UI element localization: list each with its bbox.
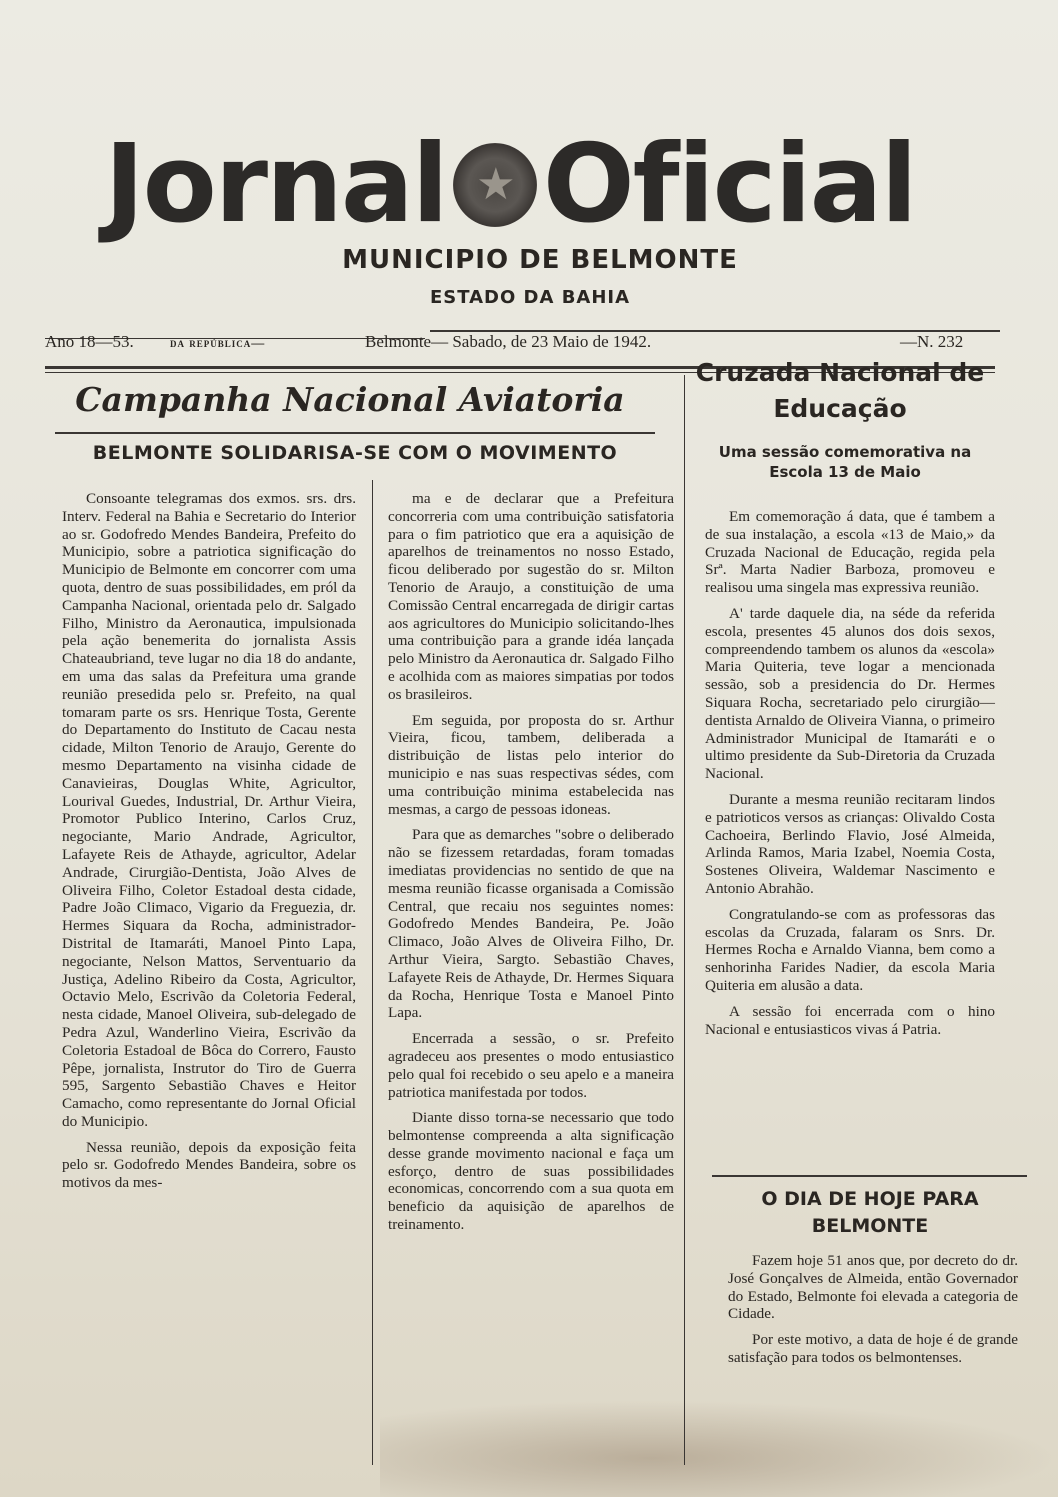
- right-paragraph: Congratulando-se com as professoras das escolas da Cruzada, falaram os Snrs. Dr. Hermes Rocha e Arnaldo Vianna, bem como a senhorinha Farides Nadier, da escola Maria Quiteria em alusão a data.: [705, 905, 995, 994]
- left-col2-paragraph: Para que as demarches "sobre o deliberado não se fizessem retardadas, foram tomadas imediatas providencias no sentido de que na mesma reunião ficasse organisada a Comissão Central, que recaiu nos seguintes nomes: Godofredo Mendes Bandeira, Pe. João Climaco, João Alves de Oliveira Filho, Dr. Arthur Vieira, Sargto. Sebastião Chaves, Lafayete Reis de Athayde, Dr. Hermes Siquara da Rocha, Henrique Tosta e Manoel Pinto Lapa.: [388, 826, 674, 1022]
- right-headline-line2: Educação: [773, 394, 907, 423]
- column-divider-1: [372, 480, 373, 1465]
- year-label: Ano 18—53.: [45, 332, 134, 351]
- column-divider-2: [684, 375, 685, 1465]
- masthead-title-right: Oficial: [542, 122, 916, 247]
- right-headline: [680, 355, 1000, 427]
- left-col2-paragraph: ma e de declarar que a Prefeitura concorreria com uma contribuição satisfatoria para o fim patriotico que era a aquisição de aparelhos de treinamentos no nosso Estado, ficou deliberado por sugestão do sr. Milton Tenorio de Araujo, a constituição de uma Comissão Central encarregada de dirigir cartas aos agricultores do Municipio solicitando-lhes uma contribuição para a grande idéa lançada pelo Ministro da Aeronautica dr. Salgado Filho e acolhida com as maiores simpatias por todos os brasileiros.: [388, 490, 674, 703]
- coat-of-arms-icon: [453, 143, 537, 227]
- issue-number: —N. 232: [900, 332, 964, 351]
- second-right-paragraph: Fazem hoje 51 anos que, por decreto do dr. José Gonçalves de Almeida, então Governador do Estado, Belmonte foi elevada a categoria de Cidade.: [728, 1252, 1018, 1323]
- republic-label: da república—: [170, 335, 266, 350]
- left-col1-paragraph: Consoante telegramas dos exmos. srs. drs. Interv. Federal na Bahia e Secretario do Interior ao sr. Godofredo Mendes Bandeira, Prefeito do Municipio, sobre a patriotica significação do Municipio de Belmonte em concorrer com uma quota, dentro de suas possibilidades, em pról da Campanha Nacional, orientada pelo dr. Salgado Filho, Ministro da Aeronautica, impulsionada pela ação benemerita do jornalista Assis Chateaubriand, teve lugar no dia 18 do andante, em uma das salas da Prefeitura uma grande reunião presedida pelo sr. Prefeito, na qual tomaram parte os srs. Henrique Tosta, Gerente do Departamento do Instituto de Cacau nesta cidade, Milton Tenorio de Araujo, Gerente do mesmo Departamento na visinha cidade de Canavieiras, Douglas White, Agricultor, Lourival Guedes, Industrial, Dr. Arthur Vieira, Promotor Publico Interino, Carlos Cruz, negociante, Mario Andrade, Agricultor, Lafayete Reis de Athayde, agricultor, Adelar Andrade, Cirurgião-Dentista, João Alves de Oliveira Filho, Coletor Estadoal desta cidade, Padre João Climaco, Vigario da Freguezia, dr. Hermes Siquara da Rocha, administrador-Distrital de Itamaráti, Manoel Pinto Lapa, negociante, Nelson Mattos, Serventuario da Justiça, Adelino Ribeiro da Costa, Agricultor, Octavio Melo, Escrivão da Coletoria Federal, nesta cidade, Manoel Oliveira, sub-delegado de Pedra Azul, Wanderlino Vieira, Escrivão da Coletoria Estadoal de Bôca do Correго, Fausto Pêpe, jornalista, Instrutor do Tiro de Guerra 595, Sargento Sebastião Chaves e Heitor Camacho, como representante do Jornal Oficial do Municipio.: [62, 490, 356, 1130]
- left-article-col1: [62, 490, 356, 1200]
- rule-above-second-article: [712, 1175, 1027, 1177]
- right-paragraph: A' tarde daquele dia, na séde da referida escola, presentes 45 alunos dos dois sexos, compreendendo tambem os alunos da «escola» Maria Quiteria, teve logar a mencionada sessão, sob a presidencia do Dr. Hermes Siquara Rocha, secretariado pelo cirurgião—dentista Arnaldo de Oliveira Vianna, o primeiro Administrador Municipal de Itamaráti e o ultimo presidente da Sub-Diretoria da Cruzada Nacional.: [705, 604, 995, 783]
- left-col2-paragraph: Encerrada a sessão, o sr. Prefeito agradeceu aos presentes o modo entusiastico pelo qual foi recebido o seu apelo e a maneira patriotica manifestada por todos.: [388, 1030, 674, 1101]
- right-article-body: [705, 508, 995, 1046]
- second-right-headline: [720, 1186, 1020, 1240]
- left-col1-paragraph: Nessa reunião, depois da exposição feita pelo sr. Godofredo Mendes Bandeira, sobre os motivos da mes-: [62, 1138, 356, 1192]
- second-right-paragraph: Por este motivo, a data de hoje é de grande satisfação para todos os belmontenses.: [728, 1331, 1018, 1366]
- right-paragraph: A sessão foi encerrada com o hino Nacional e entusiasticos vivas á Patria.: [705, 1002, 995, 1038]
- left-subheadline: BELMONTE SOLIDARISA-SE COM O MOVIMENTO: [92, 442, 618, 464]
- second-right-article-body: [728, 1252, 1018, 1375]
- right-paragraph: Em comemoração á data, que é tambem a de sua instalação, a escola «13 de Maio,» da Cruzada Nacional de Educação, regida pela Srª. Marta Nadier Barboza, promoveu e realisou uma singela mas expressiva reunião.: [705, 508, 995, 597]
- masthead-subtitle: MUNICIPIO DE BELMONTE: [342, 245, 738, 275]
- left-article-col2: [388, 490, 674, 1242]
- masthead-state: ESTADO DA BAHIA: [429, 287, 631, 308]
- right-subheadline-line1: Uma sessão comemorativa na: [718, 443, 972, 461]
- date-label: Belmonte— Sabado, de 23 Maio de 1942.: [365, 332, 652, 351]
- paper-stain: [380, 1400, 1058, 1497]
- second-right-headline-line2: BELMONTE: [811, 1215, 929, 1237]
- right-headline-line1: Cruzada Nacional de: [695, 358, 985, 387]
- left-col2-paragraph: Em seguida, por proposta do sr. Arthur Vieira, ficou, tambem, deliberada a distribuição de listas pelo interior do municipio e nas suas respectivas sédes, com uma contribuição minima estabelecida nas mesmas, a cargo de pessoas idoneas.: [388, 711, 674, 818]
- right-subheadline: [690, 442, 1000, 482]
- right-paragraph: Durante a mesma reunião recitaram lindos e patrioticos versos as crianças: Olivaldo Costa Cachoeira, Berlindo Flavio, José Almeida, Arlinda Ramos, Maria Izabel, Noemia Costa, Sostenes Oliveira, Waldemar Nascimento e Antonio Abrahão.: [705, 790, 995, 897]
- left-headline: Campanha Nacional Aviatoria: [75, 380, 625, 419]
- rule-under-left-headline: [55, 432, 655, 434]
- masthead-title-left: Jornal: [104, 122, 447, 247]
- masthead: [40, 120, 980, 250]
- left-col2-paragraph: Diante disso torna-se necessario que todo belmontense compreenda a alta significação desse grande movimento nacional e faça um esforço, dentro de suas possibilidades economicas, concorrendo com a sua quota em beneficio da aquisição de aparelhos de treinamento.: [388, 1109, 674, 1234]
- second-right-headline-line1: O DIA DE HOJE PARA: [761, 1188, 979, 1210]
- right-subheadline-line2: Escola 13 de Maio: [769, 463, 921, 481]
